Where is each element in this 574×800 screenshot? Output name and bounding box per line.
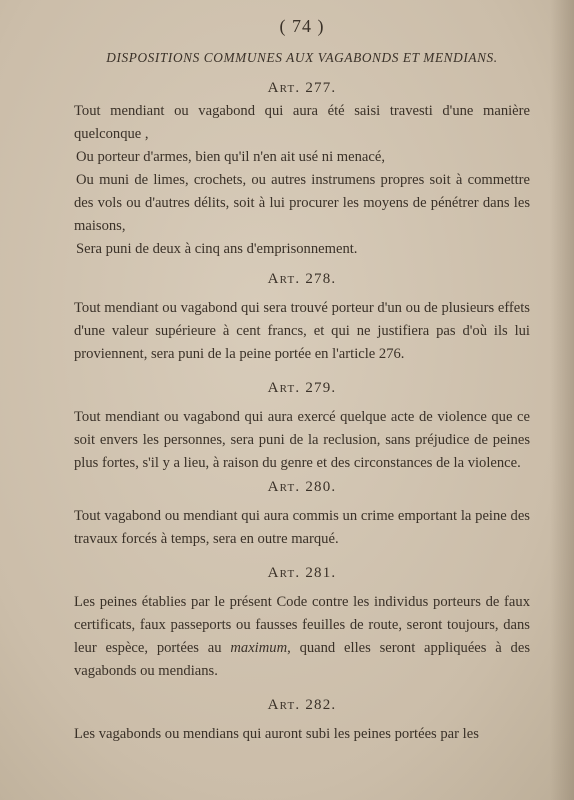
article-280-paragraph-1: Tout vagabond ou mendiant qui aura commis un crime emportant la peine des travaux forcés à temps, sera en outre marqué. xyxy=(74,508,530,547)
article-title-278: Art. 278. xyxy=(267,271,337,287)
section-heading: DISPOSITIONS COMMUNES AUX VAGABONDS ET MENDIANS. xyxy=(106,50,498,65)
article-body-279 xyxy=(74,406,530,475)
article-281-paragraph-1 xyxy=(74,591,530,683)
article-281-text-italic: maximum xyxy=(230,640,288,656)
page-number: ( 74 ) xyxy=(279,16,325,36)
page-content xyxy=(74,12,530,746)
article-body-278 xyxy=(74,297,530,366)
article-282-paragraph-1: Les vagabonds ou mendians qui auront subi les peines portées par les xyxy=(74,726,479,742)
article-body-280 xyxy=(74,505,530,551)
article-278-paragraph-1: Tout mendiant ou vagabond qui sera trouvé porteur d'un ou de plusieurs effets d'une valeur supérieure à cent francs, et qui ne justifiera pas d'où ils lui proviennent, sera puni de la peine portée en l'article 276. xyxy=(74,300,530,362)
article-body-277 xyxy=(74,100,530,261)
article-title-279: Art. 279. xyxy=(267,380,337,396)
article-body-281 xyxy=(74,591,530,683)
article-title-277: Art. 277. xyxy=(267,80,337,96)
article-title-282: Art. 282. xyxy=(267,697,337,713)
article-279-paragraph-1: Tout mendiant ou vagabond qui aura exercé quelque acte de violence que ce soit envers les personnes, sera puni de la reclusion, sans préjudice de peines plus fortes, s'il y a lieu, à raison du genre et des circonstances de la violence. xyxy=(74,409,530,471)
article-277-paragraph-1: Tout mendiant ou vagabond qui aura été saisi travesti d'une manière quelconque , xyxy=(74,103,530,142)
article-title-280: Art. 280. xyxy=(267,479,337,495)
page-edge-shadow xyxy=(550,0,574,800)
article-body-282 xyxy=(74,723,530,746)
article-277-paragraph-2: Ou porteur d'armes, bien qu'il n'en ait usé ni menacé, xyxy=(76,149,385,165)
article-277-paragraph-3: Ou muni de limes, crochets, ou autres instrumens propres soit à commettre des vols ou d'autres délits, soit à lui procurer les moyens de pénétrer dans les maisons, xyxy=(74,172,530,234)
article-title-281: Art. 281. xyxy=(267,565,337,581)
article-281-text-after: , quand elles seront appliquées à des vagabonds ou mendians. xyxy=(74,640,530,679)
article-281-text-before: Les peines établies par le présent Code contre les individus porteurs de faux certificats, faux passeports ou fausses feuilles de route, seront toujours, dans leur espèce, portées au xyxy=(74,594,530,656)
article-277-paragraph-4: Sera puni de deux à cinq ans d'emprisonnement. xyxy=(76,241,358,257)
